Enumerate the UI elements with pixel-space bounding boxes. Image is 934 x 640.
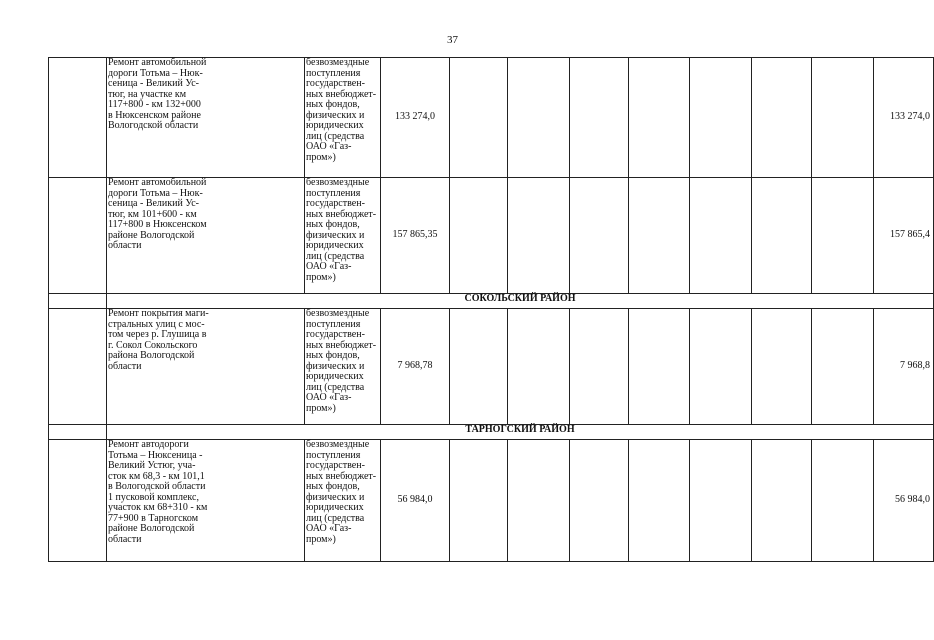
funding-source: безвозмездные поступления государствен- ных внебюджет- ных фондов, физических и юридических лиц (средства ОАО «Газ- пром») bbox=[306, 57, 377, 163]
empty-cell bbox=[690, 309, 752, 425]
section-row bbox=[49, 425, 934, 440]
empty-cell bbox=[450, 178, 508, 294]
empty-cell bbox=[690, 58, 752, 178]
row-number-cell bbox=[49, 440, 107, 562]
section-title: СОКОЛЬСКИЙ РАЙОН bbox=[107, 294, 934, 309]
section-title: ТАРНОГСКИЙ РАЙОН bbox=[107, 425, 934, 440]
table-row bbox=[49, 178, 934, 294]
row-number-cell bbox=[49, 425, 107, 440]
empty-cell bbox=[508, 58, 570, 178]
empty-cell bbox=[752, 58, 812, 178]
empty-cell bbox=[812, 309, 874, 425]
item-name-cell bbox=[107, 309, 305, 425]
empty-cell bbox=[752, 309, 812, 425]
empty-cell bbox=[570, 440, 629, 562]
empty-cell bbox=[508, 440, 570, 562]
total-cell: 133 274,0 bbox=[874, 58, 934, 178]
row-number-cell bbox=[49, 309, 107, 425]
amount-cell: 56 984,0 bbox=[381, 440, 450, 562]
empty-cell bbox=[508, 178, 570, 294]
empty-cell bbox=[629, 309, 690, 425]
empty-cell bbox=[812, 178, 874, 294]
item-name: Ремонт автомобильной дороги Тотьма – Нюк- сеница - Великий Ус- тюг, км 101+600 - км 117+800 в Нюксенском районе Вологодской области bbox=[108, 177, 207, 251]
funding-source: безвозмездные поступления государствен- ных внебюджет- ных фондов, физических и юридических лиц (средства ОАО «Газ- пром») bbox=[306, 439, 377, 545]
funding-source: безвозмездные поступления государствен- ных внебюджет- ных фондов, физических и юридических лиц (средства ОАО «Газ- пром») bbox=[306, 177, 377, 283]
empty-cell bbox=[752, 178, 812, 294]
empty-cell bbox=[629, 178, 690, 294]
total-cell: 157 865,4 bbox=[874, 178, 934, 294]
funding-source-cell bbox=[305, 309, 381, 425]
funding-source-cell bbox=[305, 58, 381, 178]
table-row bbox=[49, 309, 934, 425]
amount-cell: 157 865,35 bbox=[381, 178, 450, 294]
funding-source-cell bbox=[305, 440, 381, 562]
item-name-cell bbox=[107, 440, 305, 562]
empty-cell bbox=[629, 58, 690, 178]
empty-cell bbox=[812, 440, 874, 562]
empty-cell bbox=[450, 58, 508, 178]
empty-cell bbox=[450, 440, 508, 562]
row-number-cell bbox=[49, 58, 107, 178]
item-name-cell bbox=[107, 58, 305, 178]
table-row bbox=[49, 58, 934, 178]
amount-cell: 7 968,78 bbox=[381, 309, 450, 425]
budget-table bbox=[48, 57, 934, 562]
item-name: Ремонт автодороги Тотьма – Нюксеница - Великий Устюг, уча- сток км 68,3 - км 101,1 в Вологодской области 1 пусковой комплекс, участок км 68+310 - км 77+900 в Тарногском районе Вологодской области bbox=[108, 439, 208, 545]
item-name: Ремонт покрытия маги- стральных улиц с мос- том через р. Глушица в г. Сокол Сокольского района Вологодской области bbox=[108, 308, 209, 372]
empty-cell bbox=[629, 440, 690, 562]
empty-cell bbox=[812, 58, 874, 178]
amount-cell: 133 274,0 bbox=[381, 58, 450, 178]
empty-cell bbox=[690, 440, 752, 562]
item-name: Ремонт автомобильной дороги Тотьма – Нюк- сеница - Великий Ус- тюг, на участке км 117+800 - км 132+000 в Нюксенском районе Вологодской области bbox=[108, 57, 207, 131]
empty-cell bbox=[752, 440, 812, 562]
empty-cell bbox=[450, 309, 508, 425]
total-cell: 56 984,0 bbox=[874, 440, 934, 562]
funding-source-cell bbox=[305, 178, 381, 294]
empty-cell bbox=[570, 58, 629, 178]
table-row bbox=[49, 440, 934, 562]
empty-cell bbox=[690, 178, 752, 294]
row-number-cell bbox=[49, 178, 107, 294]
funding-source: безвозмездные поступления государствен- ных внебюджет- ных фондов, физических и юридических лиц (средства ОАО «Газ- пром») bbox=[306, 308, 377, 414]
section-row bbox=[49, 294, 934, 309]
item-name-cell bbox=[107, 178, 305, 294]
row-number-cell bbox=[49, 294, 107, 309]
total-cell: 7 968,8 bbox=[874, 309, 934, 425]
empty-cell bbox=[570, 309, 629, 425]
empty-cell bbox=[508, 309, 570, 425]
empty-cell bbox=[570, 178, 629, 294]
page-number: 37 bbox=[447, 34, 458, 46]
